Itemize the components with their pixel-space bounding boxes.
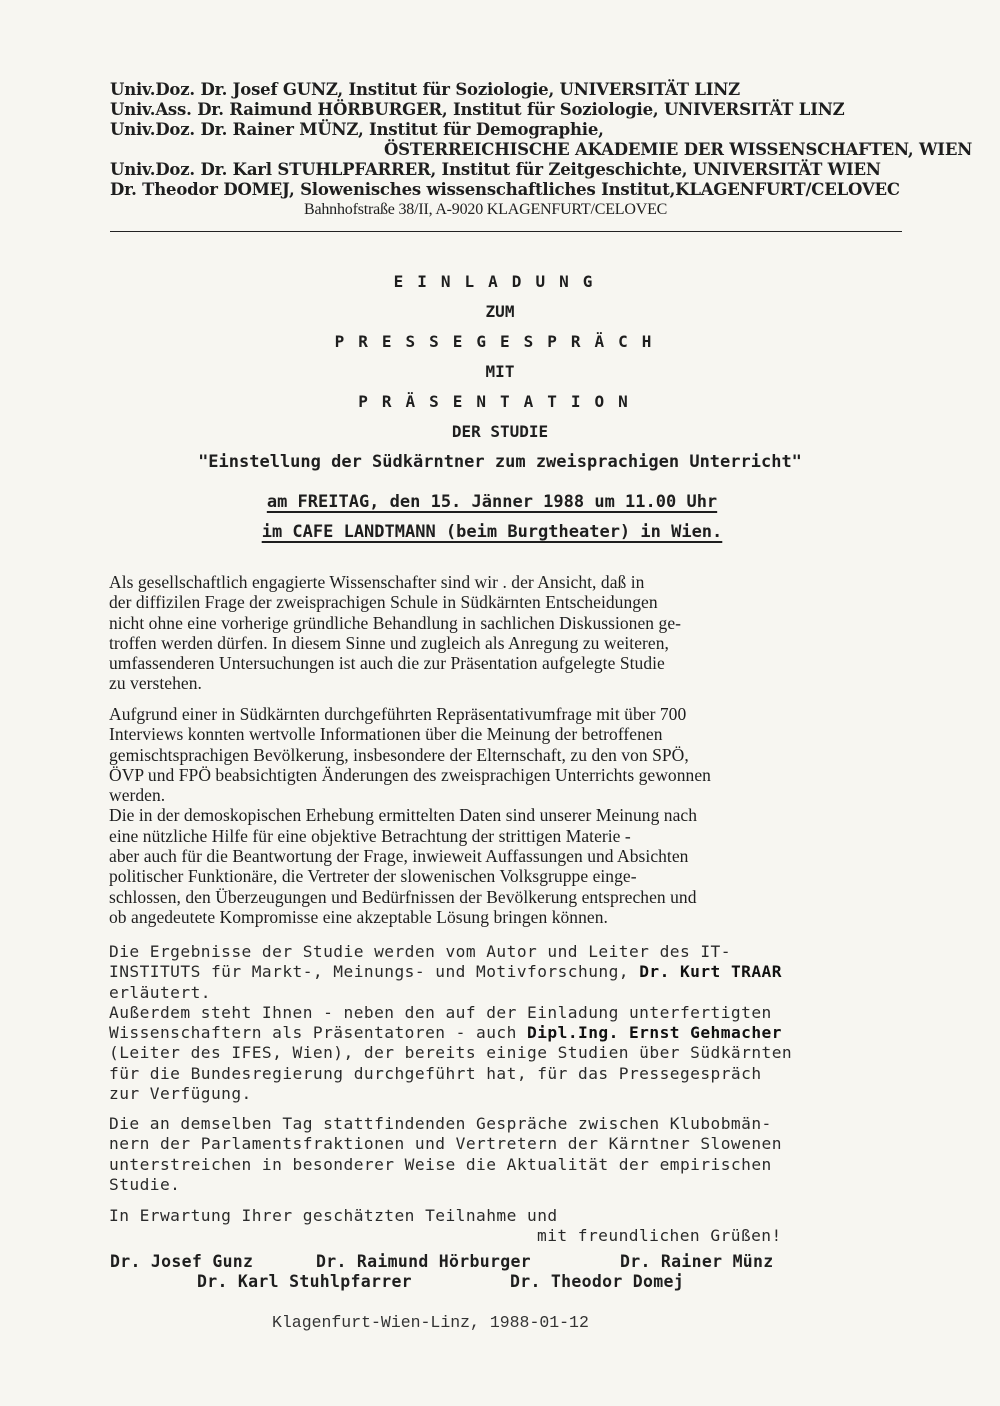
paragraph-survey: Aufgrund einer in Südkärnten durchgeführten Repräsentativumfrage mit über 700 Interviews konnten wertvolle Informationen über die Meinung der betroffenen gemischtsprachigen Bevölkerung, insbesondere der Elternschaft, zu den von SPÖ, ÖVP und FPÖ beabsichtigten Änderungen des zweisprachigen Unterrichts gewonnen werden. Die in der demoskopischen Erhebung ermittelten Daten sind unserer Meinung nach eine nützliche Hilfe für eine objektive Betrachtung der strittigen Materie - aber auch für die Beantwortung der Frage, inwieweit Auffassungen und Absichten politischer Funktionäre, die Vertreter der slowenischen Volksgruppe einge- schlossen, den Überzeugungen und Bedürfnissen der Bevölkerung entsprechen und ob angedeutete Kompromisse eine akzeptable Lösung bringen können. [109,704,711,927]
letterhead [110,80,973,220]
paragraph-presenters: Die Ergebnisse der Studie werden vom Autor und Leiter des IT- INSTITUTS für Markt-, Meinungs- und Motivforschung, Dr. Kurt TRAAR erläutert. Außerdem steht Ihnen - neben den auf der Einladung unterfertigten Wissenschaftern als Präsentatoren - auch Dipl.Ing. Ernst Gehmacher (Leiter des IFES, Wien), der bereits einige Studien über Südkärnten für die Bundesregierung durchgeführt hat, für das Pressegespräch zur Verfügung. [109,942,793,1104]
dateline: Klagenfurt-Wien-Linz, 1988-01-12 [272,1313,589,1332]
signature-muenz: Dr. Rainer Münz [620,1252,774,1271]
header-divider [110,231,902,232]
signature-gunz: Dr. Josef Gunz [110,1252,254,1271]
title-der-studie: DER STUDIE [451,422,549,441]
letterhead-line: Dr. Theodor DOMEJ, Slowenisches wissenschaftliches Institut,KLAGENFURT/CELOVEC [110,180,900,199]
title-einladung: EINLADUNG [393,272,607,291]
letterhead-line: ÖSTERREICHISCHE AKADEMIE DER WISSENSCHAFTEN, WIEN [384,140,973,159]
closing-greeting: mit freundlichen Grüßen! [537,1226,782,1245]
event-date: am FREITAG, den 15. Jänner 1988 um 11.00 Uhr [266,492,718,512]
title-mit: MIT [485,362,515,381]
event-place: im CAFE LANDTMANN (beim Burgtheater) in Wien. [261,522,723,542]
letterhead-line: Univ.Doz. Dr. Karl STUHLPFARRER, Institut für Zeitgeschichte, UNIVERSITÄT WIEN [110,160,881,179]
signature-hoerburger: Dr. Raimund Hörburger [316,1252,531,1271]
letterhead-line: Univ.Ass. Dr. Raimund HÖRBURGER, Institut für Soziologie, UNIVERSITÄT LINZ [110,100,845,119]
study-name: "Einstellung der Südkärntner zum zweisprachigen Unterricht" [198,452,802,472]
paragraph-talks: Die an demselben Tag stattfindenden Gespräche zwischen Klubobmän- nern der Parlamentsfraktionen und Vertretern der Kärntner Slowenen unterstreichen in besonderer Weise die Aktualität der empirischen Studie. [109,1114,782,1194]
title-pressegespraech: PRESSEGESPRÄCH [334,332,666,351]
letterhead-line: Univ.Doz. Dr. Rainer MÜNZ, Institut für Demographie, [110,120,604,139]
title-praesentation: PRÄSENTATION [358,392,642,411]
letterhead-line: Univ.Doz. Dr. Josef GUNZ, Institut für Soziologie, UNIVERSITÄT LINZ [110,80,741,99]
letterhead-address: Bahnhofstraße 38/II, A-9020 KLAGENFURT/CELOVEC [304,201,668,218]
signature-domej: Dr. Theodor Domej [510,1272,684,1291]
signature-stuhlpfarrer: Dr. Karl Stuhlpfarrer [197,1272,412,1291]
closing-line: In Erwartung Ihrer geschätzten Teilnahme und [109,1206,558,1225]
paragraph-intro: Als gesellschaftlich engagierte Wissenschafter sind wir . der Ansicht, daß in der diffizilen Frage der zweisprachigen Schule in Südkärnten Entscheidungen nicht ohne eine vorherige gründliche Behandlung in sachlichen Diskussionen ge- troffen werden dürfen. In diesem Sinne und zugleich als Anregung zu weiteren, umfassenderen Untersuchungen ist auch die zur Präsentation aufgelegte Studie zu verstehen. [109,572,682,694]
title-zum: ZUM [485,302,515,321]
